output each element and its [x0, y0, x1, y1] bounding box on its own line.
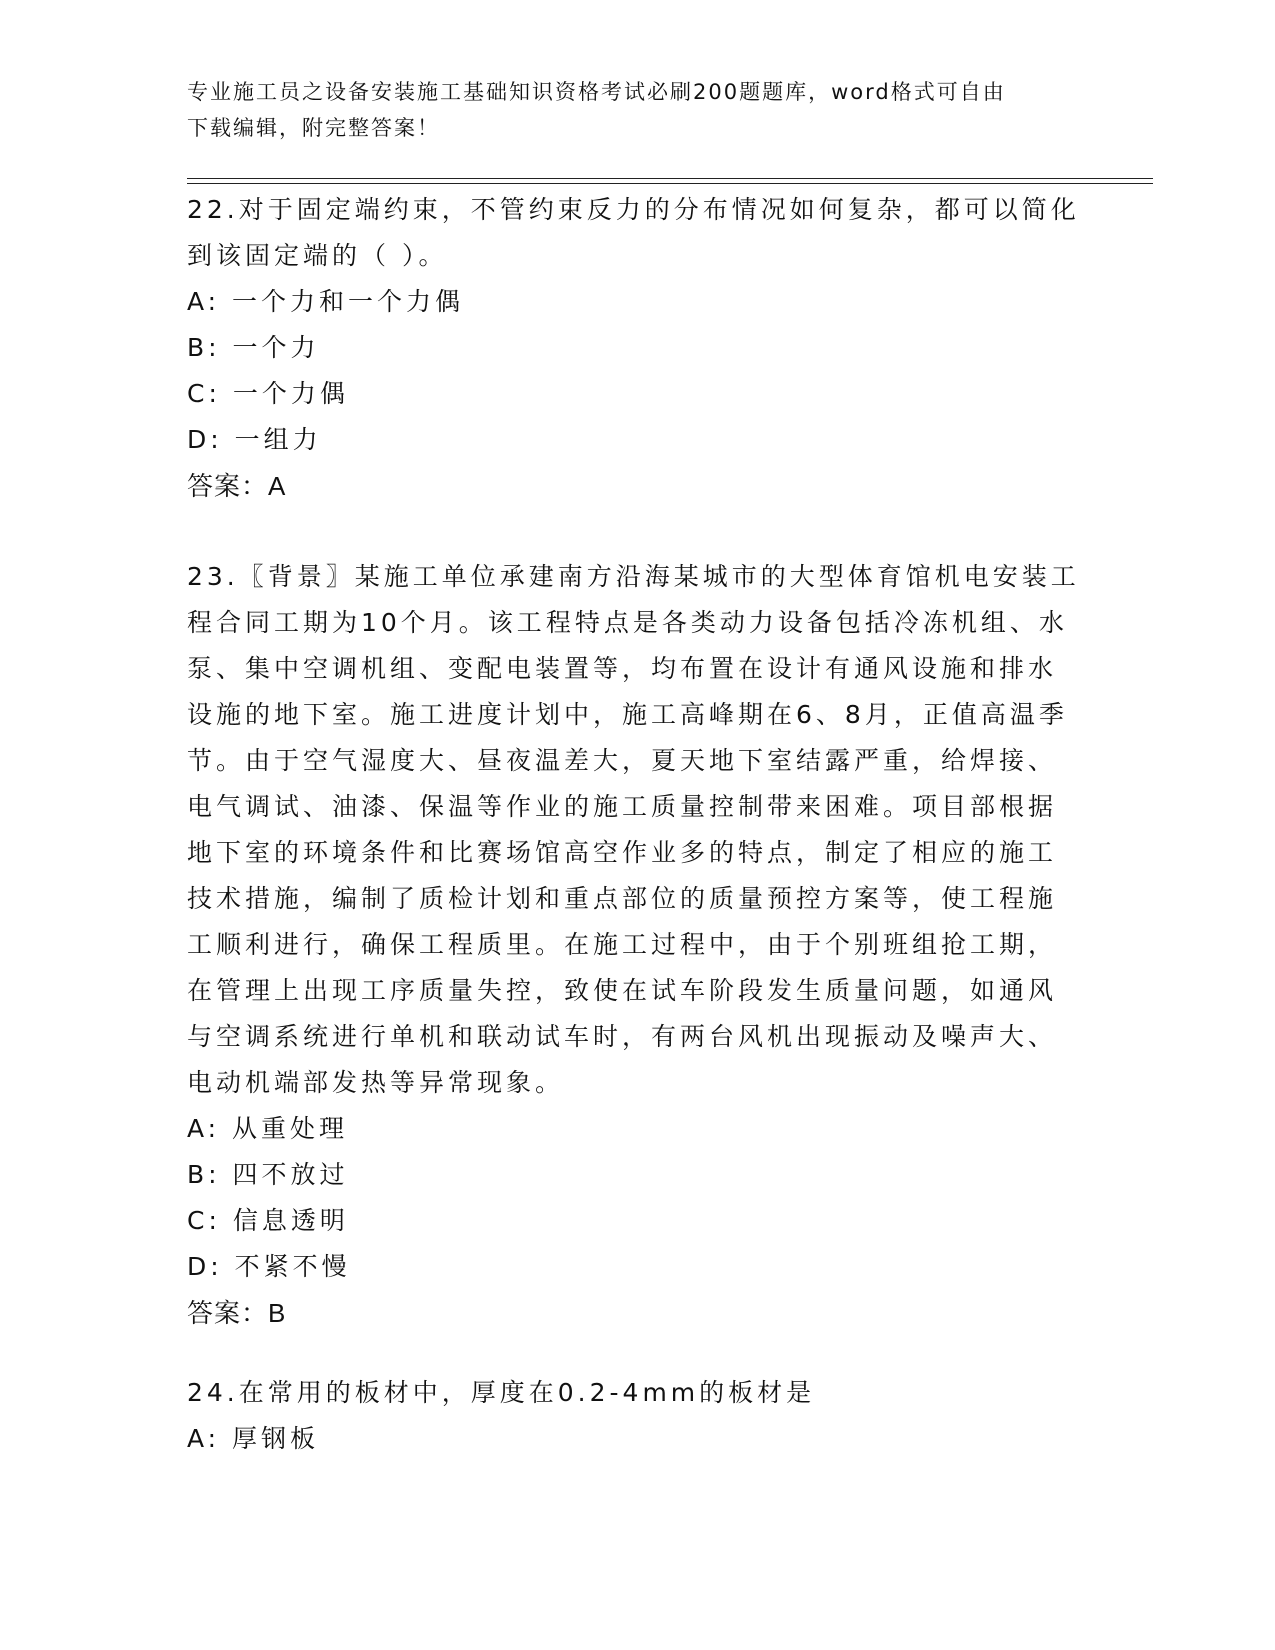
question-24-line-1: 24.在常用的板材中，厚度在0.2-4mm的板材是 — [187, 1378, 816, 1407]
question-23-line-6: 电气调试、油漆、保温等作业的施工质量控制带来困难。项目部根据 — [187, 792, 1058, 821]
question-23-option-a: A: 从重处理 — [187, 1114, 349, 1143]
question-23-line-10: 在管理上出现工序质量失控，致使在试车阶段发生质量问题，如通风 — [187, 976, 1058, 1005]
question-23-line-1: 23.〖背景〗某施工单位承建南方沿海某城市的大型体育馆机电安装工 — [187, 562, 1080, 591]
question-23-option-c: C: 信息透明 — [187, 1206, 349, 1235]
question-23-line-8: 技术措施，编制了质检计划和重点部位的质量预控方案等，使工程施 — [187, 884, 1058, 913]
header-divider-bottom — [187, 183, 1153, 184]
question-23-line-2: 程合同工期为10个月。该工程特点是各类动力设备包括冷冻机组、水 — [187, 608, 1068, 637]
question-24 — [187, 1370, 1087, 1462]
question-22 — [187, 187, 1087, 509]
document-header — [187, 74, 1087, 146]
question-22-option-a: A: 一个力和一个力偶 — [187, 287, 465, 316]
question-22-option-b: B: 一个力 — [187, 333, 320, 362]
question-23 — [187, 554, 1087, 1336]
header-line-2: 下载编辑，附完整答案！ — [187, 116, 440, 140]
question-23-option-b: B: 四不放过 — [187, 1160, 349, 1189]
question-24-option-a: A: 厚钢板 — [187, 1424, 320, 1453]
question-23-line-5: 节。由于空气湿度大、昼夜温差大，夏天地下室结露严重，给焊接、 — [187, 746, 1058, 775]
header-divider-top — [187, 178, 1153, 179]
question-22-option-c: C: 一个力偶 — [187, 379, 349, 408]
question-22-line-1: 22.对于固定端约束，不管约束反力的分布情况如何复杂，都可以简化 — [187, 195, 1080, 224]
question-23-line-3: 泵、集中空调机组、变配电装置等，均布置在设计有通风设施和排水 — [187, 654, 1058, 683]
question-22-option-d: D: 一组力 — [187, 425, 322, 454]
question-23-line-4: 设施的地下室。施工进度计划中，施工高峰期在6、8月，正值高温季 — [187, 700, 1068, 729]
question-23-option-d: D: 不紧不慢 — [187, 1252, 351, 1281]
question-23-line-11: 与空调系统进行单机和联动试车时，有两台风机出现振动及噪声大、 — [187, 1022, 1058, 1051]
header-line-1: 专业施工员之设备安装施工基础知识资格考试必刷200题题库，word格式可自由 — [187, 80, 1006, 104]
question-22-answer: 答案：A — [187, 471, 287, 501]
question-22-line-2: 到该固定端的（ ）。 — [187, 241, 448, 270]
question-23-line-9: 工顺利进行，确保工程质里。在施工过程中，由于个别班组抢工期， — [187, 930, 1058, 959]
question-23-line-12: 电动机端部发热等异常现象。 — [187, 1068, 565, 1097]
question-23-answer: 答案：B — [187, 1298, 287, 1328]
question-23-line-7: 地下室的环境条件和比赛场馆高空作业多的特点，制定了相应的施工 — [187, 838, 1058, 867]
